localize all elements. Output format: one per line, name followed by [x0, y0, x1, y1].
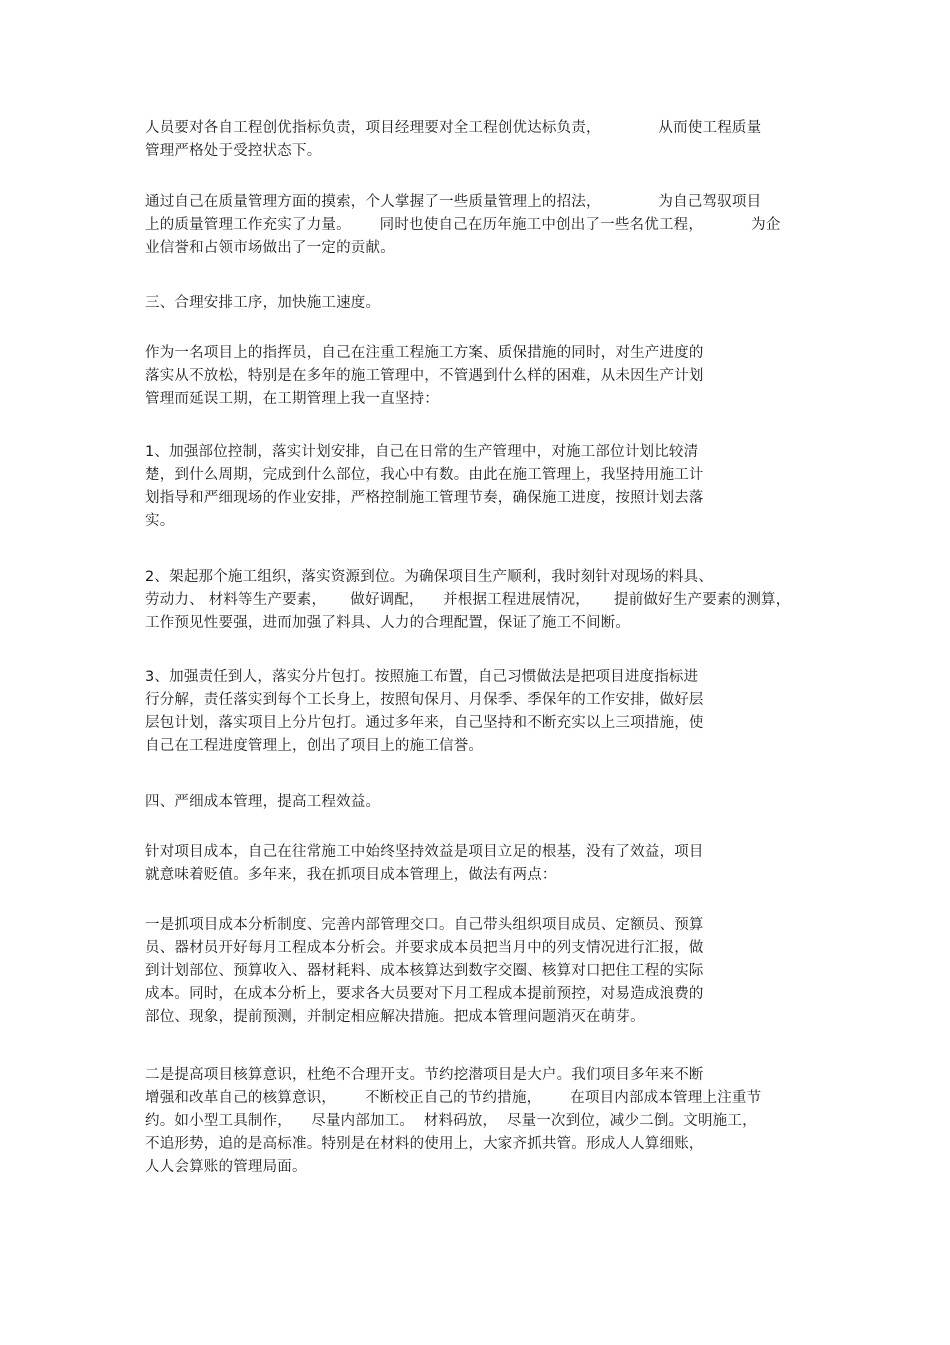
section-heading	[145, 791, 380, 814]
text-line: 约。如小型工具制作， 尽量内部加工。 材料码放， 尽量一次到位，减少二倒。文明施工，	[145, 1113, 757, 1129]
text-line: 落实从不放松，特别是在多年的施工管理中，不管遇到什么样的困难，从未因生产计划	[145, 368, 704, 384]
text-line: 一是抓项目成本分析制度、完善内部管理交口。自己带头组织项目成员、定额员、预算	[145, 917, 704, 933]
text-line: 3、加强责任到人，落实分片包打。按照施工布置，自己习惯做法是把项目进度指标进	[145, 669, 699, 685]
text-line: 划指导和严细现场的作业安排，严格控制施工管理节奏，确保施工进度，按照计划去落	[145, 490, 704, 506]
text-line: 不追形势，追的是高标准。特别是在材料的使用上，大家齐抓共管。形成人人算细账，	[145, 1136, 704, 1152]
text-line: 人人会算账的管理局面。	[145, 1159, 307, 1175]
paragraph	[145, 342, 704, 411]
text-line: 1、加强部位控制，落实计划安排，自己在日常的生产管理中，对施工部位计划比较清	[145, 444, 699, 460]
text-line: 2、架起那个施工组织，落实资源到位。为确保项目生产顺利，我时刻针对现场的料具、	[145, 569, 714, 585]
text-line: 成本。同时，在成本分析上，要求各大员要对下月工程成本提前预控，对易造成浪费的	[145, 986, 704, 1002]
paragraph	[145, 1064, 761, 1179]
text-line: 增强和改革自己的核算意识， 不断校正自己的节约措施， 在项目内部成本管理上注重节	[145, 1090, 762, 1106]
text-line: 针对项目成本，自己在往常施工中始终坚持效益是项目立足的根基，没有了效益，项目	[145, 844, 704, 860]
text-line: 工作预见性要强，进而加强了料具、人力的合理配置，保证了施工不间断。	[145, 615, 631, 631]
text-line: 劳动力、 材料等生产要素， 做好调配， 并根据工程进展情况， 提前做好生产要素的测算，	[145, 592, 791, 608]
text-line: 四、严细成本管理，提高工程效益。	[145, 794, 381, 810]
text-line: 三、合理安排工序，加快施工速度。	[145, 295, 381, 311]
text-line: 行分解，责任落实到每个工长身上，按照旬保月、月保季、季保年的工作安排，做好层	[145, 692, 704, 708]
text-line: 到计划部位、预算收入、器材耗料、成本核算达到数字交圈、核算对口把住工程的实际	[145, 963, 704, 979]
paragraph	[145, 841, 704, 887]
text-line: 楚，到什么周期，完成到什么部位，我心中有数。由此在施工管理上，我坚持用施工计	[145, 467, 704, 483]
text-line: 通过自己在质量管理方面的摸索，个人掌握了一些质量管理上的招法， 为自己驾驭项目	[145, 194, 762, 210]
text-line: 管理而延误工期，在工期管理上我一直坚持：	[145, 391, 439, 407]
text-line: 业信誉和占领市场做出了一定的贡献。	[145, 240, 395, 256]
text-line: 员、器材员开好每月工程成本分析会。并要求成本员把当月中的列支情况进行汇报，做	[145, 940, 704, 956]
text-line: 就意味着贬值。多年来，我在抓项目成本管理上，做法有两点：	[145, 867, 557, 883]
text-line: 自己在工程进度管理上，创出了项目上的施工信誉。	[145, 738, 484, 754]
text-line: 二是提高项目核算意识，杜绝不合理开支。节约挖潜项目是大户。我们项目多年来不断	[145, 1067, 704, 1083]
paragraph	[145, 666, 704, 758]
text-line: 管理严格处于受控状态下。	[145, 143, 322, 159]
paragraph	[145, 914, 704, 1029]
text-line: 实。	[145, 513, 175, 529]
text-line: 层包计划，落实项目上分片包打。通过多年来，自己坚持和不断充实以上三项措施，使	[145, 715, 704, 731]
paragraph	[145, 441, 704, 533]
text-line: 部位、现象，提前预测，并制定相应解决措施。把成本管理问题消灭在萌芽。	[145, 1009, 645, 1025]
text-line: 上的质量管理工作充实了力量。 同时也使自己在历年施工中创出了一些名优工程， 为企	[145, 217, 781, 233]
text-line: 作为一名项目上的指挥员，自己在注重工程施工方案、质保措施的同时，对生产进度的	[145, 345, 704, 361]
paragraph	[145, 566, 790, 635]
paragraph	[145, 191, 781, 260]
paragraph	[145, 117, 761, 163]
text-line: 人员要对各自工程创优指标负责，项目经理要对全工程创优达标负责， 从而使工程质量	[145, 120, 762, 136]
section-heading	[145, 292, 380, 315]
